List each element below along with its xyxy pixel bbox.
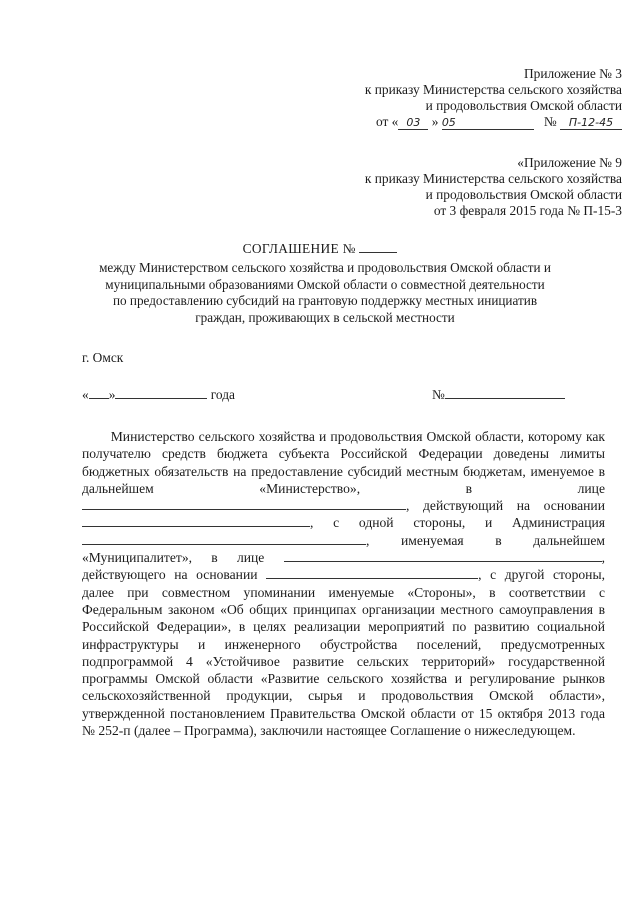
body-segment: , действующий на основании <box>406 498 605 514</box>
handwritten-number: П-12-45 <box>560 116 622 130</box>
month-blank <box>115 387 207 399</box>
agreement-title <box>0 240 640 257</box>
number-label: № <box>432 387 445 402</box>
city-name: г. Омск <box>82 350 124 365</box>
subtitle-line: муниципальными образованиями Омской области о совместной деятельности <box>105 276 545 292</box>
municipality-blank <box>82 533 366 545</box>
body-segment: , действующего на основании <box>82 550 605 583</box>
annex-9-title: «Приложение № 9 <box>517 155 622 170</box>
body-segment: Министерство сельского хозяйства и продовольствия Омской области, которому как получателю средств бюджета субъекта Российской Федерации доведены лимиты бюджетных обязательств на предоставление субсидий местным бюджетам, именуемое в дальнейшем «Министерство», в лице <box>82 429 605 496</box>
annex-3-date-line <box>365 114 622 130</box>
body-segment: , с другой стороны, далее при совместном упоминании именуемые «Стороны», в соответствии с Федеральным законом «Об общих принципах организации местного самоуправления в Российской Федерации», в целях реализации мероприятий по развитию социальной инфраструктуры и инженерного обустройства поселений, предусмотренных подпрограммой 4 «Устойчивое развитие сельских территорий» государственной программы Омской области «Развитие сельского хозяйства и регулирование рынков сельскохозяйственной продукции, сырья и продовольствия Омской области», утвержденной постановлением Правительства Омской области от 15 октября 2013 года № 252-п (далее – Программа), заключили настоящее Соглашение о нижеследующем. <box>82 567 605 739</box>
subtitle-line: по предоставлению субсидий на грантовую поддержку местных инициатив <box>112 293 538 308</box>
date-close-quote: » <box>108 387 116 402</box>
annex-9-order-line: к приказу Министерства сельского хозяйства <box>364 171 622 186</box>
agreement-number-blank <box>445 387 565 399</box>
annex-9-ministry-line: и продовольствия Омской области <box>425 187 622 202</box>
municipal-representative-blank <box>284 550 602 562</box>
handwritten-day: 03 <box>398 116 428 130</box>
municipal-basis-blank <box>266 567 478 579</box>
from-label: от « <box>375 114 399 129</box>
representative-blank <box>82 498 406 510</box>
annex-3-title: Приложение № 3 <box>523 66 622 81</box>
body-segment: , именуемая в дальнейшем «Муниципалитет», в лице <box>82 532 605 566</box>
day-blank <box>89 387 109 399</box>
date-number-row <box>82 387 582 403</box>
day-close-quote: » <box>431 114 439 129</box>
body-segment: , с одной стороны, и Администрация <box>310 515 605 531</box>
handwritten-month: 05 <box>442 116 534 130</box>
agreement-number-field <box>432 387 565 403</box>
annex-9-header <box>365 155 622 219</box>
agreement-body <box>82 428 605 739</box>
agreement-title-text: СОГЛАШЕНИЕ № <box>242 241 356 256</box>
basis-blank <box>82 515 310 527</box>
annex-3-header <box>365 66 622 130</box>
year-word: года <box>210 387 235 402</box>
date-open-quote: « <box>82 387 89 402</box>
number-label: № <box>543 114 557 129</box>
subtitle-line: граждан, проживающих в сельской местности <box>195 309 455 325</box>
annex-3-ministry-line: и продовольствия Омской области <box>425 98 622 113</box>
agreement-number-blank <box>359 240 397 253</box>
annex-9-date-line: от 3 февраля 2015 года № П-15-3 <box>433 203 622 218</box>
agreement-subtitle <box>70 260 580 326</box>
annex-3-order-line: к приказу Министерства сельского хозяйства <box>364 82 622 97</box>
subtitle-line: между Министерством сельского хозяйства и продовольствия Омской области и <box>99 260 551 275</box>
body-paragraph <box>82 428 605 739</box>
